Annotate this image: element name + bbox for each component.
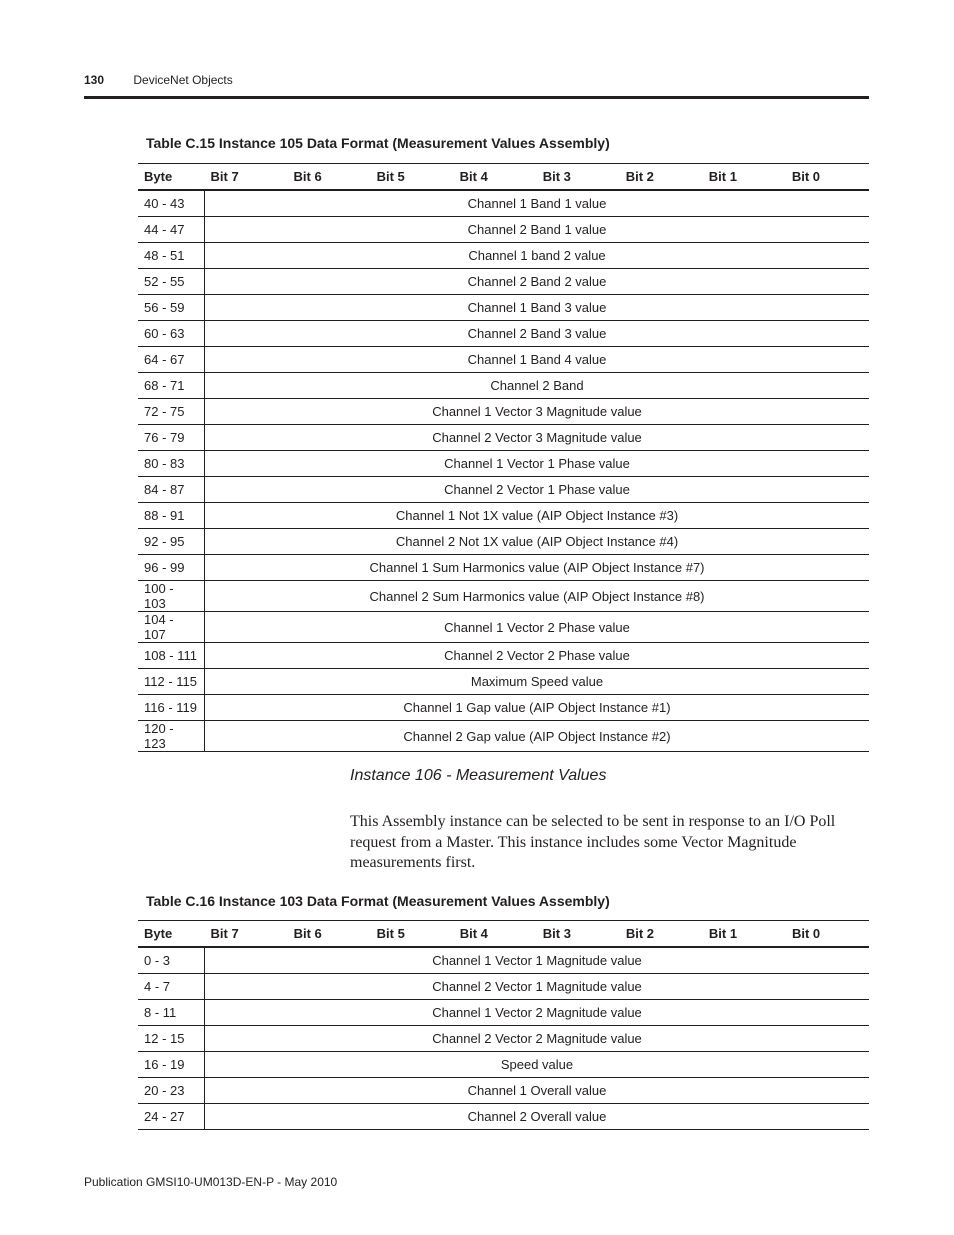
byte-cell: 104 - 107 <box>138 612 205 643</box>
column-header: Bit 5 <box>371 164 454 191</box>
byte-cell: 16 - 19 <box>138 1052 205 1078</box>
value-cell: Channel 1 band 2 value <box>205 243 870 269</box>
byte-cell: 120 - 123 <box>138 721 205 752</box>
byte-cell: 0 - 3 <box>138 947 205 974</box>
column-header: Bit 6 <box>288 164 371 191</box>
table-row <box>138 347 869 373</box>
page-number: 130 <box>84 73 105 87</box>
table-c15 <box>138 163 869 752</box>
table-header-row <box>138 164 869 191</box>
column-header: Bit 1 <box>703 921 786 948</box>
value-cell: Channel 2 Vector 3 Magnitude value <box>205 425 870 451</box>
column-header: Bit 3 <box>537 164 620 191</box>
table-row <box>138 269 869 295</box>
table-row <box>138 425 869 451</box>
table-row <box>138 295 869 321</box>
table-row <box>138 643 869 669</box>
value-cell: Channel 2 Vector 1 Magnitude value <box>205 974 870 1000</box>
table-row <box>138 974 869 1000</box>
column-header: Bit 0 <box>786 164 869 191</box>
value-cell: Channel 1 Vector 1 Phase value <box>205 451 870 477</box>
value-cell: Channel 2 Gap value (AIP Object Instance #2) <box>205 721 870 752</box>
table-row <box>138 503 869 529</box>
publication-footer: Publication GMSI10-UM013D-EN-P - May 2010 <box>84 1175 338 1189</box>
value-cell: Channel 2 Vector 1 Phase value <box>205 477 870 503</box>
byte-cell: 96 - 99 <box>138 555 205 581</box>
byte-cell: 88 - 91 <box>138 503 205 529</box>
byte-cell: 4 - 7 <box>138 974 205 1000</box>
value-cell: Channel 1 Band 4 value <box>205 347 870 373</box>
table-row <box>138 947 869 974</box>
table-row <box>138 555 869 581</box>
value-cell: Channel 2 Not 1X value (AIP Object Instance #4) <box>205 529 870 555</box>
byte-cell: 8 - 11 <box>138 1000 205 1026</box>
table-row <box>138 217 869 243</box>
column-header: Bit 4 <box>454 164 537 191</box>
value-cell: Channel 1 Vector 2 Phase value <box>205 612 870 643</box>
byte-cell: 12 - 15 <box>138 1026 205 1052</box>
column-header: Bit 3 <box>537 921 620 948</box>
table-c16-caption: Table C.16 Instance 103 Data Format (Measurement Values Assembly) <box>146 893 610 909</box>
byte-cell: 76 - 79 <box>138 425 205 451</box>
byte-cell: 116 - 119 <box>138 695 205 721</box>
byte-cell: 80 - 83 <box>138 451 205 477</box>
value-cell: Maximum Speed value <box>205 669 870 695</box>
value-cell: Speed value <box>205 1052 870 1078</box>
value-cell: Channel 2 Band 3 value <box>205 321 870 347</box>
value-cell: Channel 2 Overall value <box>205 1104 870 1130</box>
byte-cell: 112 - 115 <box>138 669 205 695</box>
table-c16 <box>138 920 869 1130</box>
value-cell: Channel 1 Band 1 value <box>205 190 870 217</box>
byte-cell: 64 - 67 <box>138 347 205 373</box>
table-row <box>138 529 869 555</box>
section-body: This Assembly instance can be selected to be sent in response to an I/O Poll request from a Master. This instance includes some Vector Magnitude measurements first. <box>350 813 836 871</box>
column-header: Bit 7 <box>205 921 288 948</box>
table-row <box>138 1078 869 1104</box>
value-cell: Channel 1 Not 1X value (AIP Object Instance #3) <box>205 503 870 529</box>
section-heading: Instance 106 - Measurement Values <box>350 767 607 784</box>
value-cell: Channel 2 Sum Harmonics value (AIP Object Instance #8) <box>205 581 870 612</box>
table-row <box>138 1026 869 1052</box>
value-cell: Channel 2 Vector 2 Magnitude value <box>205 1026 870 1052</box>
table-row <box>138 321 869 347</box>
table-row <box>138 190 869 217</box>
byte-cell: 72 - 75 <box>138 399 205 425</box>
value-cell: Channel 1 Vector 1 Magnitude value <box>205 947 870 974</box>
byte-cell: 84 - 87 <box>138 477 205 503</box>
byte-cell: 20 - 23 <box>138 1078 205 1104</box>
section-name: DeviceNet Objects <box>133 73 233 87</box>
table-row <box>138 399 869 425</box>
value-cell: Channel 1 Sum Harmonics value (AIP Object Instance #7) <box>205 555 870 581</box>
table-row <box>138 477 869 503</box>
byte-cell: 60 - 63 <box>138 321 205 347</box>
table-c15-caption: Table C.15 Instance 105 Data Format (Measurement Values Assembly) <box>146 135 610 151</box>
value-cell: Channel 1 Band 3 value <box>205 295 870 321</box>
column-header: Bit 2 <box>620 921 703 948</box>
value-cell: Channel 2 Vector 2 Phase value <box>205 643 870 669</box>
value-cell: Channel 1 Vector 3 Magnitude value <box>205 399 870 425</box>
byte-cell: 68 - 71 <box>138 373 205 399</box>
column-header: Byte <box>138 921 205 948</box>
column-header: Bit 1 <box>703 164 786 191</box>
byte-cell: 56 - 59 <box>138 295 205 321</box>
value-cell: Channel 2 Band 2 value <box>205 269 870 295</box>
byte-cell: 48 - 51 <box>138 243 205 269</box>
table-row <box>138 1000 869 1026</box>
table-row <box>138 1052 869 1078</box>
column-header: Bit 6 <box>288 921 371 948</box>
byte-cell: 92 - 95 <box>138 529 205 555</box>
byte-cell: 44 - 47 <box>138 217 205 243</box>
value-cell: Channel 1 Gap value (AIP Object Instance #1) <box>205 695 870 721</box>
page-header <box>84 73 233 87</box>
table-row <box>138 1104 869 1130</box>
table-row <box>138 612 869 643</box>
table-header-row <box>138 921 869 948</box>
table-row <box>138 721 869 752</box>
byte-cell: 52 - 55 <box>138 269 205 295</box>
value-cell: Channel 2 Band 1 value <box>205 217 870 243</box>
column-header: Bit 0 <box>786 921 869 948</box>
byte-cell: 24 - 27 <box>138 1104 205 1130</box>
table-row <box>138 373 869 399</box>
column-header: Byte <box>138 164 205 191</box>
header-rule <box>84 96 869 99</box>
table-row <box>138 243 869 269</box>
byte-cell: 40 - 43 <box>138 190 205 217</box>
column-header: Bit 4 <box>454 921 537 948</box>
byte-cell: 108 - 111 <box>138 643 205 669</box>
table-row <box>138 695 869 721</box>
table-row <box>138 581 869 612</box>
value-cell: Channel 1 Overall value <box>205 1078 870 1104</box>
table-row <box>138 451 869 477</box>
byte-cell: 100 - 103 <box>138 581 205 612</box>
value-cell: Channel 2 Band <box>205 373 870 399</box>
value-cell: Channel 1 Vector 2 Magnitude value <box>205 1000 870 1026</box>
table-row <box>138 669 869 695</box>
column-header: Bit 7 <box>205 164 288 191</box>
column-header: Bit 2 <box>620 164 703 191</box>
column-header: Bit 5 <box>371 921 454 948</box>
